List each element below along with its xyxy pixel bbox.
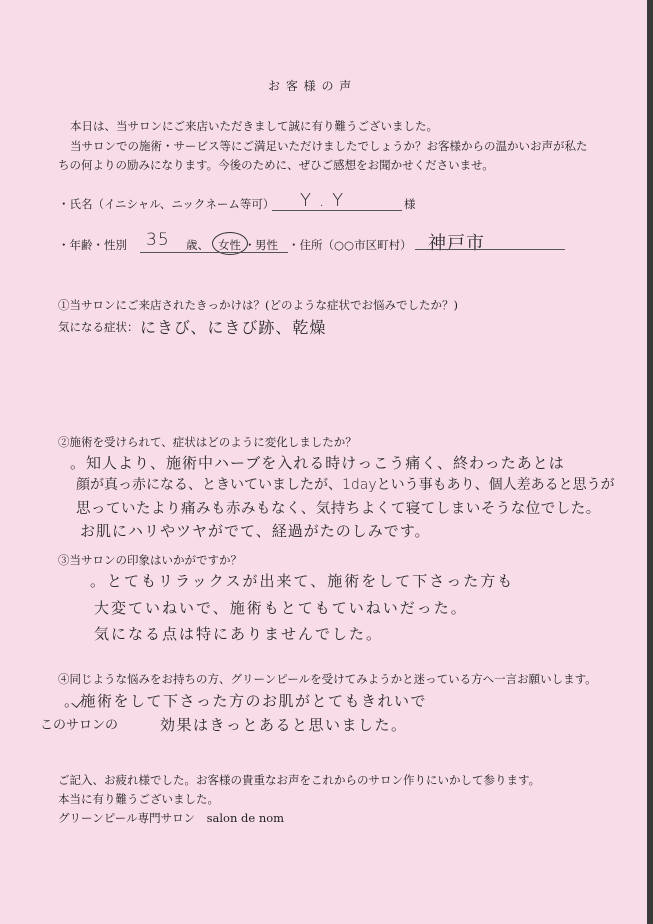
answer-2-line-1: 。知人より、施術中ハーブを入れる時けっこう痛く、終わったあとは — [70, 454, 565, 472]
answer-3-line-2: 大変ていねいで、施術もとてもていねいだった。 — [94, 599, 468, 617]
name-label: ・氏名（イニシャル、ニックネーム等可） — [58, 197, 275, 211]
address-label: ・住所（○○市区町村） — [288, 238, 412, 252]
address-underline — [415, 249, 565, 250]
gender-male: 男性 — [255, 238, 278, 252]
scan-edge — [647, 0, 653, 924]
answer-2-line-2: 顔が真っ赤になる、ときいていましたが、1dayという事もあり、個人差あると思うが — [76, 477, 615, 493]
intro-line-2: 当サロンでの施術・サービス等にご満足いただけましたでしょうか？お客様からの温かいお声が私た — [70, 139, 588, 153]
footer-line-1: ご記入、お疲れ様でした。お客様の貴重なお声をこれからのサロン作りにいかして参ります。 — [58, 773, 541, 787]
answer-3-line-1: 。とてもリラックスが出来て、施術をして下さった方も — [90, 572, 515, 590]
footer-line-2: 本当に有り難うございました。 — [58, 792, 219, 806]
age-value: 35 — [146, 230, 170, 250]
age-gender-label: ・年齢・性別 — [58, 238, 127, 252]
question-2: ②施術を受けられて、症状はどのように変化しましたか？ — [58, 435, 357, 449]
question-1: ①当サロンにご来店されたきっかけは？(どのような症状でお悩みでしたか？) — [58, 298, 458, 312]
question-3: ③当サロンの印象はいかがですか？ — [58, 553, 242, 567]
question-4: ④同じような悩みをお持ちの方、グリーンピールを受けてみようかと迷っている方へ一言お願いします。 — [58, 672, 597, 686]
answer-1: にきび、にきび跡、乾燥 — [140, 318, 327, 337]
answer-2-line-3: 思っていたより痛みも赤みもなく、気持ちよくて寝てしまいそうな位でした。 — [76, 501, 601, 517]
address-value: 神戸市 — [428, 233, 485, 254]
symptom-label: 気になる症状： — [58, 320, 139, 334]
intro-line-1: 本日は、当サロンにご来店いただきまして誠に有り難うございました。 — [70, 119, 438, 133]
page-title: お 客 様 の 声 — [268, 79, 353, 93]
gender-dot: ・ — [244, 238, 256, 252]
answer-4-line-2: 効果はきっとあると思いました。 — [160, 716, 408, 734]
answer-2-line-4: お肌にハリやツヤがでて、経過がたのしみです。 — [80, 522, 431, 540]
answer-4-insert: このサロンの — [40, 718, 119, 733]
footer-salon-name: グリーンピール専門サロン salon de nom — [58, 811, 285, 825]
age-gender-underline — [140, 252, 288, 253]
name-underline — [272, 210, 402, 211]
intro-line-3: ちの何よりの励みになります。今後のために、ぜひご感想をお聞かせくださいませ。 — [58, 158, 494, 172]
answer-4-line-1: 。施術をして下さった方のお肌がとてもきれいで — [64, 692, 428, 710]
name-suffix: 様 — [404, 197, 416, 211]
age-unit: 歳、 — [186, 238, 209, 252]
name-value: Y . Y — [300, 190, 345, 211]
answer-3-line-3: 気になる点は特にありませんでした。 — [94, 625, 384, 643]
gender-female: 女性 — [218, 238, 241, 252]
